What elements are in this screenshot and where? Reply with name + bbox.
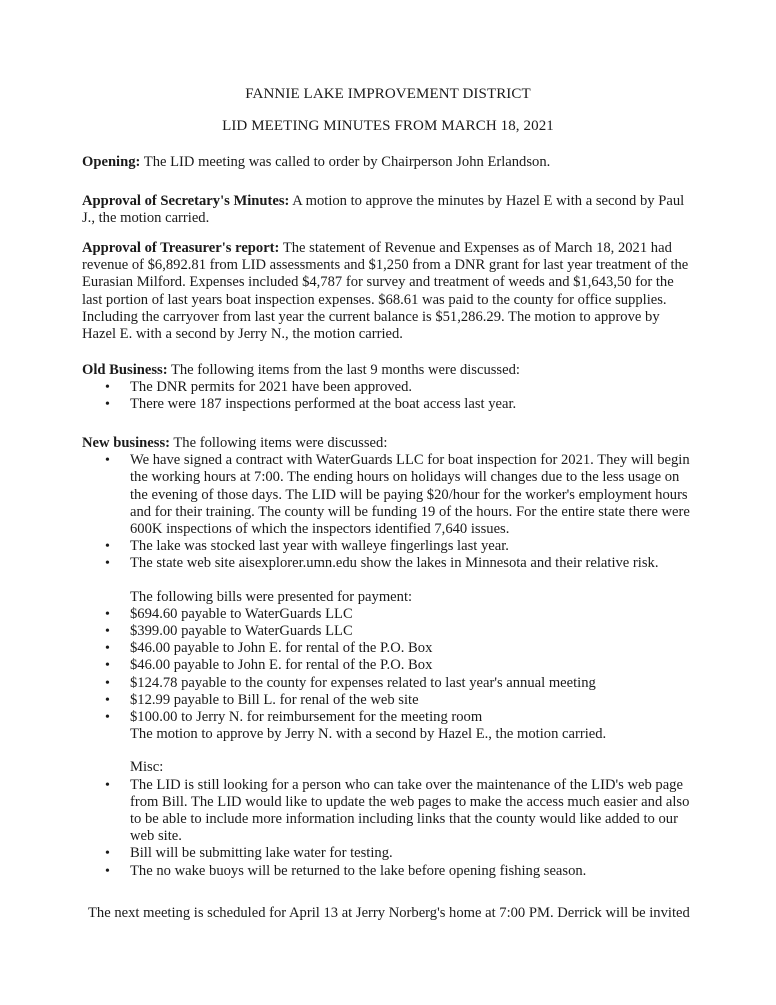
list-item: • The no wake buoys will be returned to the lake before opening fishing season. xyxy=(82,863,692,880)
treasurer-text: The statement of Revenue and Expenses as of March 18, 2021 had revenue of $6,892.81 from LID assessments and $1,250 from a DNR grant for last year treatment of the Eurasian Milford. Expenses included $4,787 for survey and treatment of weeds and $1,643,50 for the last portion of last years boat inspection expenses. $68.61 was paid to the county for office supplies. Including the carryover from last year the current balance is $51,286.29. The motion to approve by Hazel E. with a second by Jerry N., the motion carried. xyxy=(82,240,689,343)
new-business-section xyxy=(82,435,692,880)
new-business-intro: The following items were discussed: xyxy=(173,435,388,451)
bills-list xyxy=(82,606,692,726)
list-item: • We have signed a contract with WaterGuards LLC for boat inspection for 2021. They will begin the working hours at 7:00. The ending hours on holidays will changes due to the less usage on the evening of those days. The LID will be paying $20/hour for the worker's employment hours and for their training. The county will be funding 19 of the hours. For the entire state there were 600K inspections of which the inspectors identified 7,640 issues. xyxy=(82,452,692,538)
treasurer-section xyxy=(82,240,692,343)
list-item: • The state web site aisexplorer.umn.edu show the lakes in Minnesota and their relative risk. xyxy=(82,555,692,572)
new-business-list xyxy=(82,452,692,572)
list-item: • There were 187 inspections performed at the boat access last year. xyxy=(82,396,692,413)
new-business-heading xyxy=(82,435,692,452)
organization-title: FANNIE LAKE IMPROVEMENT DISTRICT xyxy=(245,86,531,102)
new-business-label: New business: xyxy=(82,435,170,451)
opening-label: Opening: xyxy=(82,154,141,170)
secretary-section xyxy=(82,193,692,227)
list-item: • Bill will be submitting lake water for testing. xyxy=(82,845,692,862)
list-item: • The DNR permits for 2021 have been approved. xyxy=(82,379,692,396)
secretary-text: A motion to approve the minutes by Hazel E with a second by Paul J., the motion carried. xyxy=(82,193,685,227)
bill-item: • $399.00 payable to WaterGuards LLC xyxy=(82,623,692,640)
secretary-label: Approval of Secretary's Minutes: xyxy=(82,193,290,209)
misc-list xyxy=(82,777,692,880)
old-business-label: Old Business: xyxy=(82,362,168,378)
bill-item: • $694.60 payable to WaterGuards LLC xyxy=(82,606,692,623)
next-meeting: The next meeting is scheduled for April 13 at Jerry Norberg's home at 7:00 PM. Derrick will be invited xyxy=(88,905,690,921)
list-item: • The LID is still looking for a person who can take over the maintenance of the LID's web page from Bill. The LID would like to update the web pages to make the access much easier and also to be able to include more information including links that the county would like added to our web site. xyxy=(82,777,692,846)
bill-item: • $46.00 payable to John E. for rental of the P.O. Box xyxy=(82,640,692,657)
list-item: • The lake was stocked last year with walleye fingerlings last year. xyxy=(82,538,692,555)
old-business-section xyxy=(82,362,692,414)
bill-item: • $124.78 payable to the county for expenses related to last year's annual meeting xyxy=(82,675,692,692)
bill-item: • $12.99 payable to Bill L. for renal of the web site xyxy=(82,692,692,709)
misc-label: Misc: xyxy=(130,759,164,776)
old-business-intro: The following items from the last 9 months were discussed: xyxy=(170,362,520,378)
bill-item: • $46.00 payable to John E. for rental of the P.O. Box xyxy=(82,657,692,674)
minutes-title: LID MEETING MINUTES FROM MARCH 18, 2021 xyxy=(222,118,554,134)
bills-motion: The motion to approve by Jerry N. with a second by Hazel E., the motion carried. xyxy=(130,726,607,743)
opening-text: The LID meeting was called to order by Chairperson John Erlandson. xyxy=(143,154,551,170)
treasurer-label: Approval of Treasurer's report: xyxy=(82,240,280,256)
old-business-list xyxy=(82,379,692,413)
opening-section xyxy=(82,154,692,171)
bill-item: • $100.00 to Jerry N. for reimbursement for the meeting room xyxy=(82,709,692,726)
bills-intro: The following bills were presented for payment: xyxy=(130,588,413,605)
old-business-heading xyxy=(82,362,692,379)
